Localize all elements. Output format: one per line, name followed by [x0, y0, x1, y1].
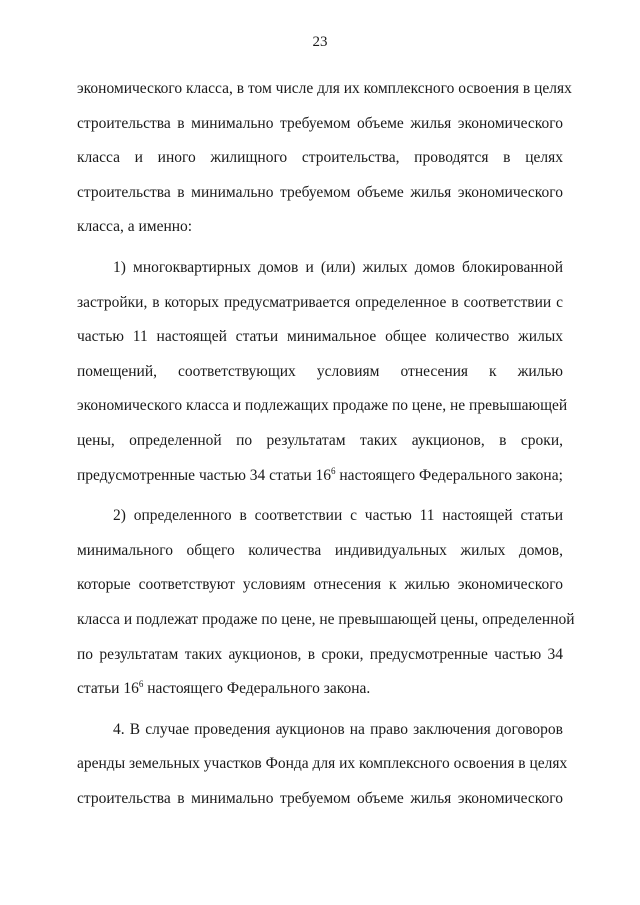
text-line: строительства в минимально требуемом объеме жилья экономического [77, 114, 563, 132]
text-line: класса, а именно: [77, 218, 193, 236]
text-line: 1) многоквартирных домов и (или) жилых домов блокированной [113, 258, 563, 276]
text-fragment: статьи 16 [77, 680, 139, 698]
text-line: строительства в минимально требуемом объеме жилья экономического [77, 789, 563, 807]
text-fragment: предусмотренные частью 34 статьи 16 [77, 466, 332, 484]
text-line: цены, определенной по результатам таких аукционов, в сроки, [77, 431, 563, 449]
superscript: 6 [138, 679, 144, 690]
text-fragment: настоящего Федерального закона. [143, 680, 371, 698]
text-line: которые соответствуют условиям отнесения к жилью экономического [77, 576, 563, 594]
superscript: 6 [331, 465, 336, 476]
text-line: по результатам таких аукционов, в сроки, предусмотренные частью 34 [77, 645, 563, 663]
text-line: минимального общего количества индивидуальных жилых домов, [77, 541, 563, 559]
text-line: строительства в минимально требуемом объеме жилья экономического [77, 183, 563, 201]
text-line: 2) определенного в соответствии с частью 11 настоящей статьи [113, 507, 563, 525]
text-line: аренды земельных участков Фонда для их комплексного освоения в целях [77, 755, 568, 773]
list-item-1 [77, 251, 568, 493]
paragraph-continuation [77, 72, 572, 245]
text-line: экономического класса и подлежащих продаже по цене, не превышающей [77, 397, 568, 415]
text-line: класса и иного жилищного строительства, проводятся в целях [77, 149, 563, 167]
text-line [77, 459, 563, 494]
text-line: класса и подлежат продаже по цене, не превышающей цены, определенной [77, 610, 575, 628]
section-4 [77, 713, 568, 817]
text-line: экономического класса, в том числе для их комплексного освоения в целях [77, 80, 572, 97]
text-line [77, 672, 563, 707]
document-body [77, 72, 575, 822]
text-line: помещений, соответствующих условиям отнесения к жилью [77, 362, 563, 380]
text-line: частью 11 настоящей статьи минимальное общее количество жилых [77, 328, 563, 346]
text-line: застройки, в которых предусматривается определенное в соответствии с [77, 293, 563, 311]
text-fragment: настоящего Федерального закона; [335, 466, 563, 484]
text-line: 4. В случае проведения аукционов на право заключения договоров [113, 720, 563, 738]
list-item-2 [77, 499, 575, 707]
page-number: 23 [312, 34, 328, 50]
